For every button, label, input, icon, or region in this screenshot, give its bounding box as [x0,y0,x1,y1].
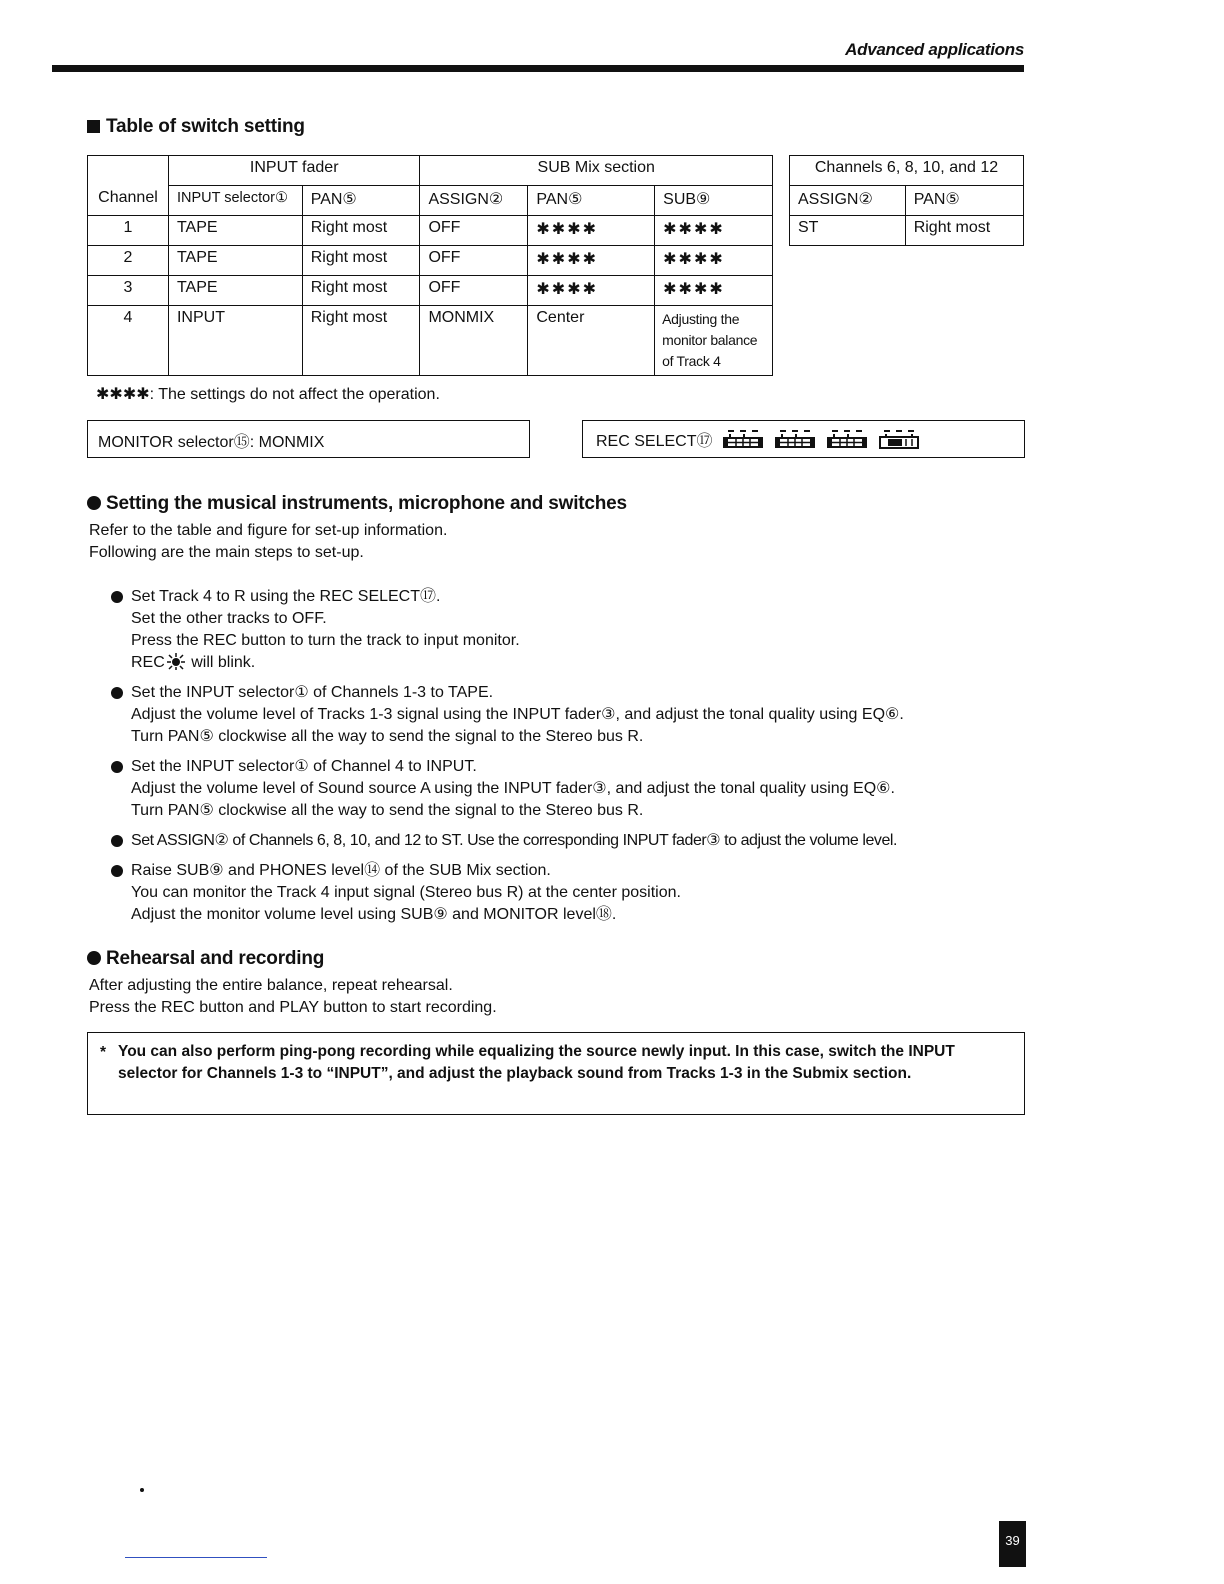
step-line: Adjust the monitor volume level using SUB⑨ and MONITOR level⑱. [131,906,617,923]
side-pan-cell: Right most [905,216,1023,246]
list-item [89,586,1034,674]
sub-pan-cell: ✱✱✱✱ [528,216,655,246]
list-item [89,860,1034,926]
square-bullet-icon [87,120,100,133]
running-header: Advanced applications [845,40,1024,59]
note-asterisk: * [100,1044,107,1061]
step-line: Set ASSIGN② of Channels 6, 8, 10, and 12 to ST. Use the corresponding INPUT fader③ to adjust the volume level. [131,832,898,849]
channel-cell: 3 [88,276,169,306]
setup-intro-line: Following are the main steps to set-up. [89,544,364,561]
header-rule [52,65,1024,72]
bullet-icon [111,835,123,847]
bullet-icon [111,687,123,699]
round-bullet-icon [87,951,101,965]
blink-text: will blink. [191,654,256,671]
stars-footnote: ✱✱✱✱: The settings do not affect the operation. [96,386,440,403]
pan-cell: Right most [302,306,420,376]
sub-column-header: SUB⑨ [655,186,773,216]
round-bullet-icon [87,496,101,510]
rec-blink-icon [165,652,187,670]
assign-column-header: ASSIGN② [420,186,528,216]
step-line: Set the INPUT selector① of Channels 1-3 to TAPE. [131,684,494,701]
footer-line [125,1557,267,1558]
sub-cell: Adjusting the monitor balance of Track 4 [655,306,773,376]
table-section-title [87,116,305,138]
rehearsal-line: After adjusting the entire balance, repeat rehearsal. [89,977,453,994]
input-fader-group-header: INPUT fader [168,156,419,186]
step-line: Adjust the volume level of Sound source A using the INPUT fader③, and adjust the tonal quality using EQ⑥. [131,780,895,797]
monitor-selector-text: MONITOR selector⑮: MONMIX [98,434,325,451]
table-section-title-text: Table of switch setting [106,116,305,137]
channel-cell: 1 [88,216,169,246]
sub-pan-cell: ✱✱✱✱ [528,246,655,276]
step-line: Turn PAN⑤ clockwise all the way to send the signal to the Stereo bus R. [131,802,644,819]
track-3-off-indicator-icon [826,428,868,450]
pan-cell: Right most [302,216,420,246]
step-line [131,652,1034,674]
step-line: Raise SUB⑨ and PHONES level⑭ of the SUB Mix section. [131,862,551,879]
pan-column-header: PAN⑤ [302,186,420,216]
side-assign-cell: ST [790,216,906,246]
side-pan-header: PAN⑤ [905,186,1023,216]
setup-section-title-text: Setting the musical instruments, microphone and switches [106,493,627,514]
channels-6-12-table [789,155,1024,246]
bullet-icon [111,865,123,877]
channel-header-blank [88,156,169,186]
sub-cell: ✱✱✱✱ [655,216,773,246]
sub-cell: ✱✱✱✱ [655,276,773,306]
setup-section-title [87,493,627,515]
page-number: 39 [999,1521,1026,1567]
step-line: Set the other tracks to OFF. [131,610,327,627]
ping-pong-note-box [87,1032,1025,1115]
input-selector-cell: TAPE [168,246,302,276]
setup-intro-line: Refer to the table and figure for set-up information. [89,522,448,539]
sub-pan-column-header: PAN⑤ [528,186,655,216]
bullet-icon [111,761,123,773]
list-item [89,756,1034,822]
step-line: You can monitor the Track 4 input signal (Stereo bus R) at the center position. [131,884,681,901]
assign-cell: OFF [420,216,528,246]
sub-pan-cell: ✱✱✱✱ [528,276,655,306]
step-line: Adjust the volume level of Tracks 1-3 signal using the INPUT fader③, and adjust the tonal quality using EQ⑥. [131,706,904,723]
rehearsal-section-title [87,948,324,970]
assign-cell: MONMIX [420,306,528,376]
table-row [88,276,773,306]
rehearsal-section-title-text: Rehearsal and recording [106,948,325,969]
table-row [790,216,1024,246]
assign-cell: OFF [420,246,528,276]
side-table-header: Channels 6, 8, 10, and 12 [790,156,1024,186]
rec-label: REC [131,654,165,671]
switch-setting-table [87,155,773,376]
sub-cell: ✱✱✱✱ [655,246,773,276]
track-4-r-indicator-icon [878,428,920,450]
channel-column-header: Channel [88,186,169,216]
step-line: Turn PAN⑤ clockwise all the way to send the signal to the Stereo bus R. [131,728,644,745]
input-selector-column-header: INPUT selector① [168,186,302,216]
setup-steps-list [89,586,1034,934]
table-row [88,246,773,276]
track-1-off-indicator-icon [722,428,764,450]
assign-cell: OFF [420,276,528,306]
step-line: Set Track 4 to R using the REC SELECT⑰. [131,588,441,605]
step-line: Press the REC button to turn the track to input monitor. [131,632,520,649]
monitor-selector-box [87,420,530,458]
list-item [89,830,1034,852]
track-2-off-indicator-icon [774,428,816,450]
rec-select-box [582,420,1025,458]
scan-speck [140,1488,144,1492]
step-line: Set the INPUT selector① of Channel 4 to INPUT. [131,758,477,775]
side-assign-header: ASSIGN② [790,186,906,216]
table-row [88,306,773,376]
rehearsal-text [89,975,497,1019]
channel-cell: 4 [88,306,169,376]
pan-cell: Right most [302,276,420,306]
channel-cell: 2 [88,246,169,276]
pan-cell: Right most [302,246,420,276]
rec-select-text: REC SELECT⑰ [596,432,713,450]
table-row [88,216,773,246]
input-selector-cell: TAPE [168,216,302,246]
ping-pong-note-text: You can also perform ping-pong recording while equalizing the source newly input. In this case, switch the INPUT selector for Channels 1-3 to “INPUT”, and adjust the playback sound from Tracks 1-3 in the Submix section. [118,1043,955,1082]
input-selector-cell: TAPE [168,276,302,306]
input-selector-cell: INPUT [168,306,302,376]
list-item [89,682,1034,748]
sub-pan-cell: Center [528,306,655,376]
rehearsal-line: Press the REC button and PLAY button to start recording. [89,999,497,1016]
sub-mix-group-header: SUB Mix section [420,156,773,186]
setup-intro [89,520,447,564]
bullet-icon [111,591,123,603]
